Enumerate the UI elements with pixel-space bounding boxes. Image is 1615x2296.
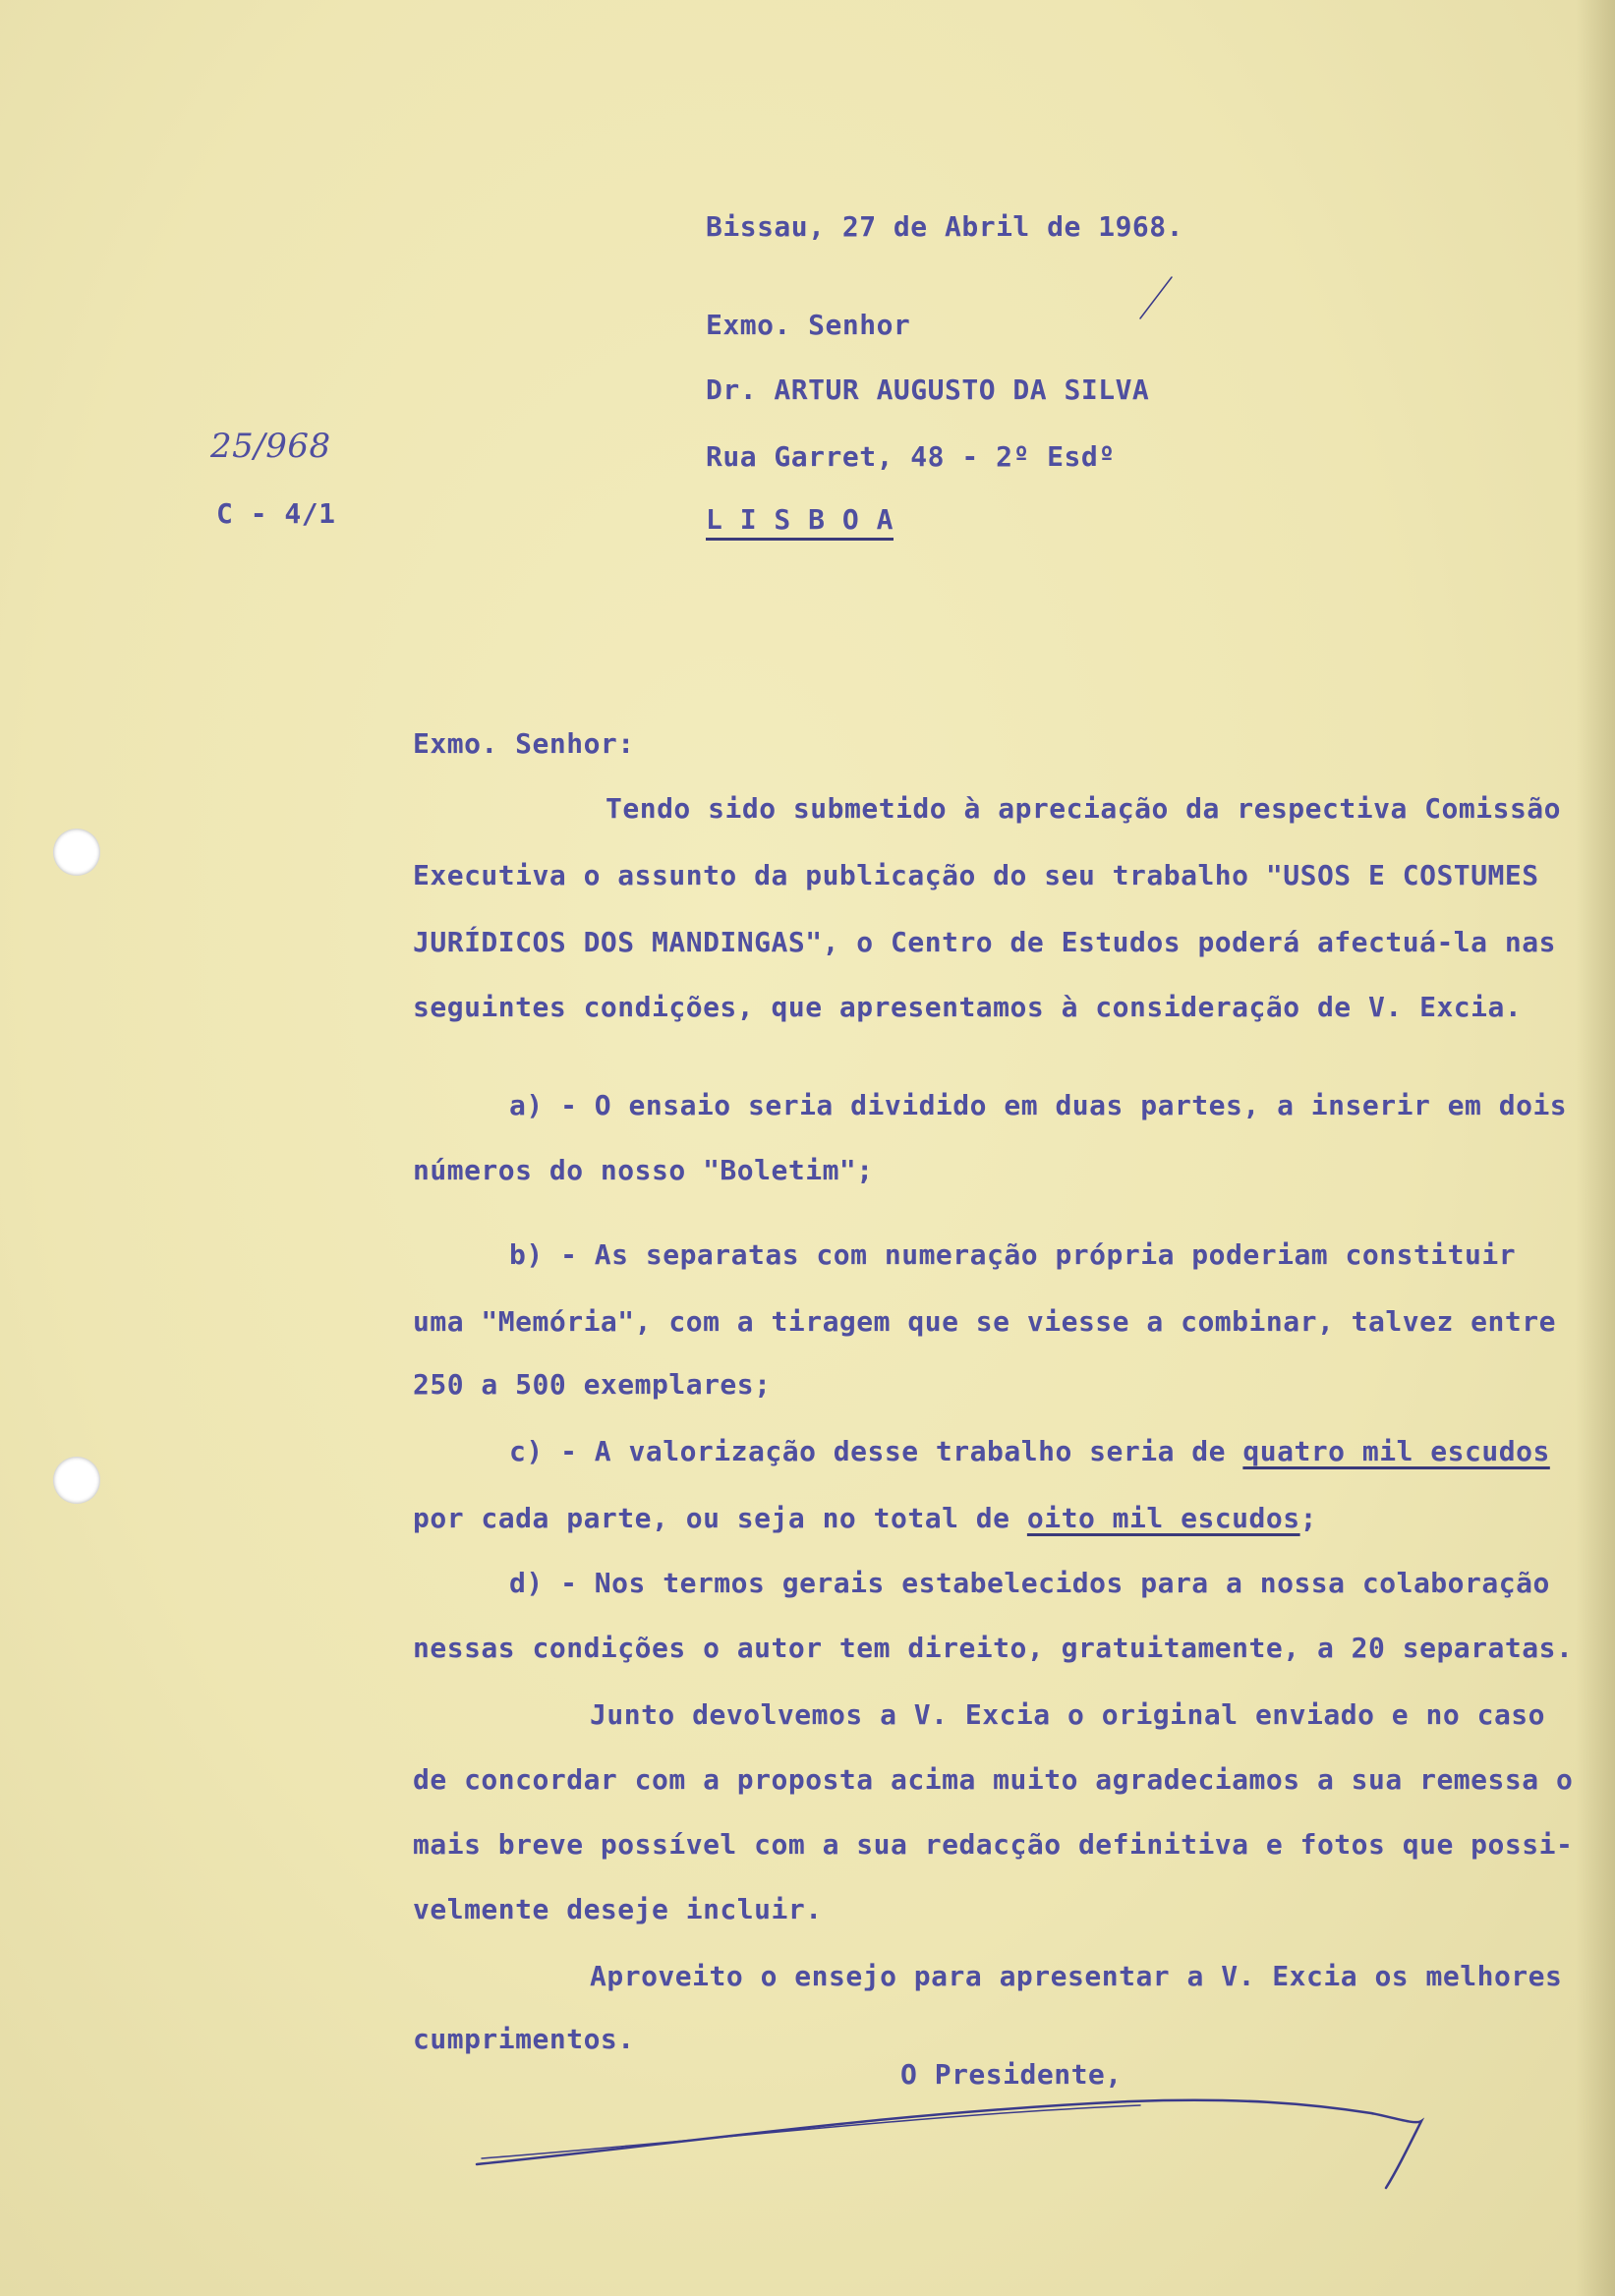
item-c-line-1 <box>509 1435 1550 1467</box>
paragraph-2-line-1: Junto devolvemos a V. Excia o original enviado e no caso <box>590 1698 1546 1731</box>
item-c-line-2 <box>413 1502 1317 1534</box>
reference-code: C - 4/1 <box>216 497 336 530</box>
paragraph-3-line-1: Aproveito o ensejo para apresentar a V. Excia os melhores <box>590 1960 1563 1992</box>
item-b-line-1: b) - As separatas com numeração própria poderiam constituir <box>509 1238 1517 1271</box>
signatory-title: O Presidente, <box>900 2058 1123 2091</box>
item-d-line-2: nessas condições o autor tem direito, gratuitamente, a 20 separatas. <box>413 1632 1574 1664</box>
paragraph-1-line-1: Tendo sido submetido à apreciação da respectiva Comissão <box>606 792 1562 825</box>
page-edge-shadow <box>1576 0 1615 2296</box>
item-b-line-3: 250 a 500 exemplares; <box>413 1368 772 1401</box>
paragraph-2-line-4: velmente deseje incluir. <box>413 1893 823 1925</box>
paragraph-3-line-2: cumprimentos. <box>413 2023 635 2055</box>
paragraph-2-line-2: de concordar com a proposta acima muito agradeciamos a sua remessa o <box>413 1763 1574 1796</box>
punch-hole-bottom <box>53 1457 100 1504</box>
item-c-text-2: por cada parte, ou seja no total de <box>413 1502 1027 1534</box>
recipient-name: Dr. ARTUR AUGUSTO DA SILVA <box>706 373 1150 406</box>
amount-total: oito mil escudos <box>1026 1502 1300 1534</box>
recipient-salutation: Exmo. Senhor <box>706 309 911 341</box>
punch-hole-top <box>53 829 100 876</box>
handwritten-reference: 25/968 <box>210 427 331 466</box>
recipient-city: L I S B O A <box>706 503 894 541</box>
recipient-street: Rua Garret, 48 - 2º Esdº <box>706 440 1116 473</box>
date-line: Bissau, 27 de Abril de 1968. <box>706 210 1184 243</box>
paragraph-1-line-3: JURÍDICOS DOS MANDINGAS", o Centro de Estudos poderá afectuá-la nas <box>413 926 1556 958</box>
item-c-text: c) - A valorização desse trabalho seria de <box>509 1435 1243 1467</box>
item-b-line-2: uma "Memória", com a tiragem que se viesse a combinar, talvez entre <box>413 1305 1556 1338</box>
item-a-line-2: números do nosso "Boletim"; <box>413 1154 874 1186</box>
item-d-line-1: d) - Nos termos gerais estabelecidos para a nossa colaboração <box>509 1567 1550 1599</box>
amount-per-part: quatro mil escudos <box>1242 1435 1550 1467</box>
paragraph-2-line-3: mais breve possível com a sua redacção definitiva e fotos que possi- <box>413 1828 1574 1861</box>
opening-salutation: Exmo. Senhor: <box>413 727 635 760</box>
item-a-line-1: a) - O ensaio seria dividido em duas partes, a inserir em dois <box>509 1089 1568 1121</box>
paragraph-1-line-2: Executiva o assunto da publicação do seu trabalho "USOS E COSTUMES <box>413 859 1539 891</box>
item-c-end: ; <box>1299 1502 1317 1534</box>
paragraph-1-line-4: seguintes condições, que apresentamos à consideração de V. Excia. <box>413 991 1523 1023</box>
